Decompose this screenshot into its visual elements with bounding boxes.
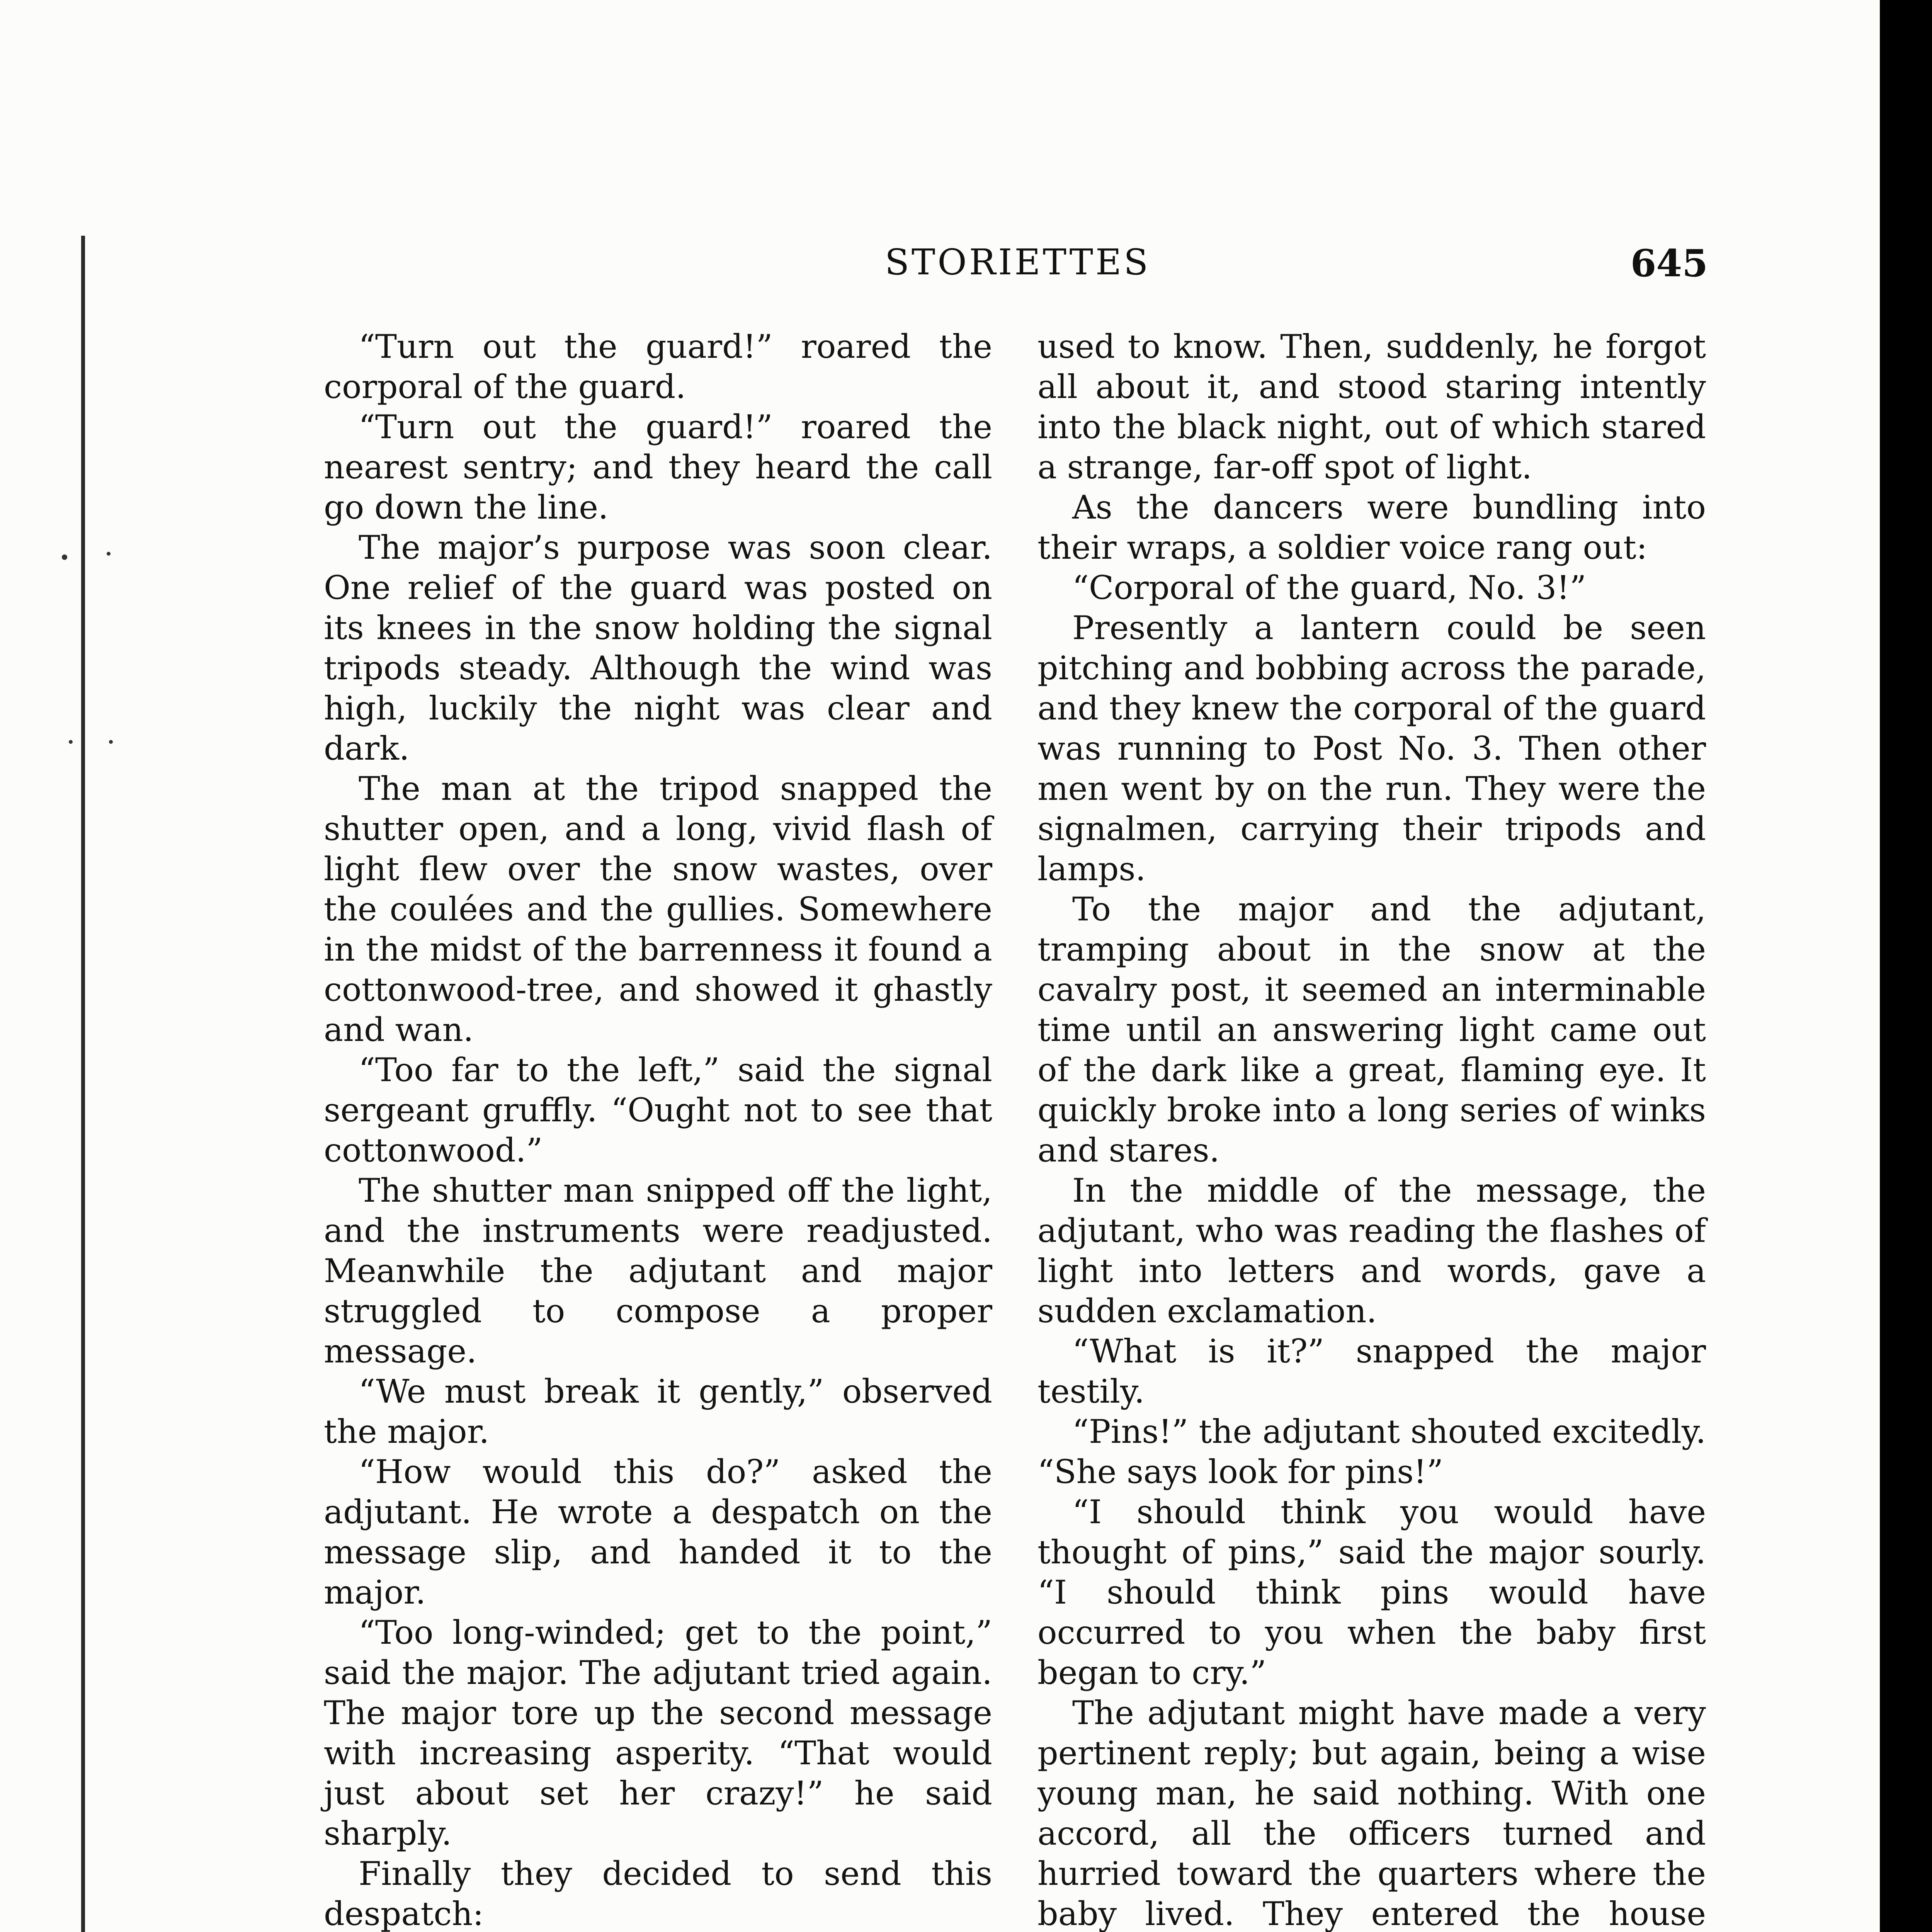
scan-mark: [62, 554, 67, 560]
running-head: [325, 242, 1708, 288]
paragraph: The major’s purpose was soon clear. One relief of the guard was posted on its knees in the snow holding the signal tripods steady. Although the wind was high, luckily the night was clear and dark.: [324, 529, 992, 767]
paragraph: To the major and the adjutant, tramping about in the snow at the cavalry post, it seemed an interminable time until an answering light came out of the dark like a great, flaming eye. It quickly broke into a long series of winks and stares.: [1037, 890, 1706, 1169]
paragraph: “Turn out the guard!” roared the nearest sentry; and they heard the call go down the line.: [324, 408, 992, 526]
paragraph: The shutter man snipped off the light, and the instruments were readjusted. Meanwhile the adjutant and major struggled to compose a proper message.: [324, 1172, 992, 1370]
paragraph: used to know. Then, suddenly, he forgot all about it, and stood staring intently into the black night, out of which stared a strange, far-off spot of light.: [1037, 328, 1706, 486]
paragraph: Presently a lantern could be seen pitching and bobbing across the parade, and they knew the corporal of the guard was running to Post No. 3. Then other men went by on the run. They were the signalmen, carrying their tripods and lamps.: [1037, 609, 1706, 888]
scan-mark: [109, 740, 113, 744]
right-column: [1037, 327, 1706, 1932]
paragraph: “Turn out the guard!” roared the corporal of the guard.: [324, 328, 992, 406]
page-number: 645: [1630, 242, 1708, 285]
section-title: STORIETTES: [885, 242, 1151, 283]
paragraph: As the dancers were bundling into their wraps, a soldier voice rang out:: [1037, 488, 1706, 566]
scan-mark: [107, 552, 111, 556]
scan-mark: [69, 740, 73, 744]
paragraph: “Too long-winded; get to the point,” said the major. The adjutant tried again. The major tore up the second message with increasing asperity. “That would just about set her crazy!” he said sharply.: [324, 1614, 992, 1852]
paragraph: “What is it?” snapped the major testily.: [1037, 1332, 1706, 1410]
paragraph: Finally they decided to send this despatch:: [324, 1855, 992, 1932]
binding-edge: [81, 236, 85, 1932]
paragraph: In the middle of the message, the adjutant, who was reading the flashes of light into letters and words, gave a sudden exclamation.: [1037, 1172, 1706, 1330]
paragraph: “Corporal of the guard, No. 3!”: [1072, 569, 1587, 607]
paragraph: The man at the tripod snapped the shutter open, and a long, vivid flash of light flew over the snow wastes, over the coulées and the gullies. Somewhere in the midst of the barrenness it found a cottonwood-tree, and showed it ghastly and wan.: [324, 770, 992, 1049]
paragraph: “I should think you would have thought of pins,” said the major sourly. “I should think pins would have occurred to you when the baby first began to cry.”: [1037, 1493, 1706, 1692]
paragraph: “Too far to the left,” said the signal sergeant gruffly. “Ought not to see that cottonwood.”: [324, 1051, 992, 1169]
paragraph: The adjutant might have made a very pertinent reply; but again, being a wise young man, he said nothing. With one accord, all the officers turned and hurried toward the quarters where the baby lived. They entered the house: [1037, 1694, 1706, 1932]
paragraph: “Pins!” the adjutant shouted excitedly. “She says look for pins!”: [1037, 1413, 1706, 1491]
paragraph: “How would this do?” asked the adjutant. He wrote a despatch on the message slip, and handed it to the major.: [324, 1453, 992, 1611]
paragraph: “We must break it gently,” observed the major.: [324, 1372, 992, 1451]
left-column: [324, 327, 992, 1932]
